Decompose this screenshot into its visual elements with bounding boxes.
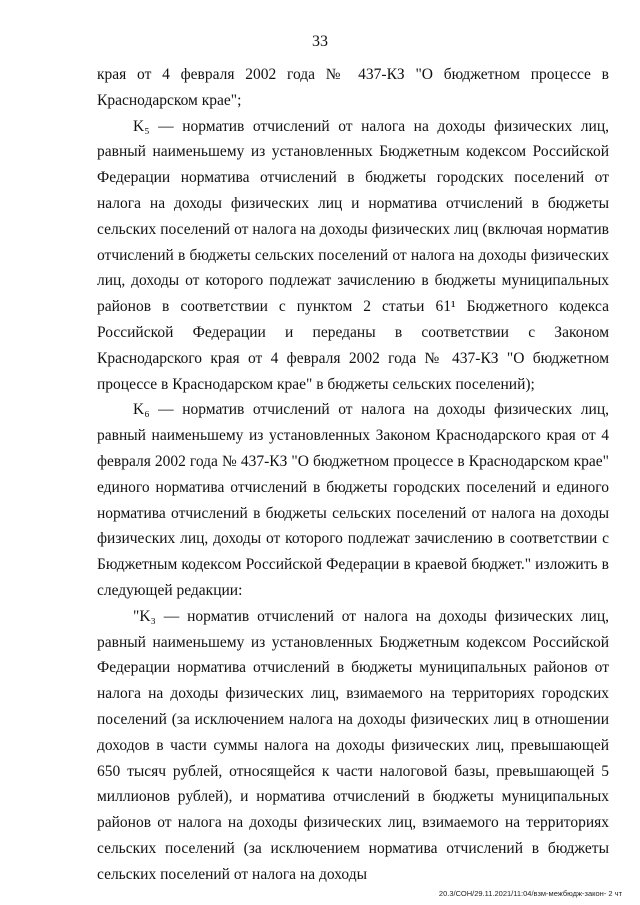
paragraph-k6: K₆ — норматив отчислений от налога на доходы физических лиц, равный наименьшему из установленных Законом Краснодарского края от 4 февраля 2002 года № 437-КЗ "О бюджетном процессе в Краснодарском крае" единого норматива отчислений в бюджеты городских поселений и единого норматива отчислений в бюджеты сельских поселений от налога на доходы физических лиц, доходы от которого подлежат зачислению в соответствии с Бюджетным кодексом Российской Федерации в краевой бюджет." изложить в следующей редакции: — [97, 401, 609, 599]
paragraph-k5: K₅ — норматив отчислений от налога на доходы физических лиц, равный наименьшему из установленных Бюджетным кодексом Российской Федерации норматива отчислений в бюджеты городских поселений от налога на доходы физических лиц и норматива отчислений в бюджеты сельских поселений от налога на доходы физических лиц (включая норматив отчислений в бюджеты сельских поселений от налога на доходы физических лиц, доходы от которого подлежат зачислению в бюджеты муниципальных районов в соответствии с пунктом 2 статьи 61¹ Бюджетного кодекса Российской Федерации и переданы в соответствии с Законом Краснодарского края от 4 февраля 2002 года № 437-КЗ "О бюджетном процессе в Краснодарском крае" в бюджеты сельских поселений); — [97, 117, 609, 393]
paragraph-k3: "K₃ — норматив отчислений от налога на доходы физических лиц, равный наименьшему из установленных Бюджетным кодексом Российской Федерации норматива отчислений в бюджеты муниципальных районов от налога на доходы физических лиц, взимаемого на территориях городских поселений (за исключением налога на доходы физических лиц в отношении доходов в части суммы налога на доходы физических лиц, превышающей 650 тысяч рублей, относящейся к части налоговой базы, превышающей 5 миллионов рублей), и норматива отчислений в бюджеты муниципальных районов от налога на доходы физических лиц, взимаемого на территориях сельских поселений (за исключением норматива отчислений в бюджеты сельских поселений от налога на доходы — [97, 607, 609, 883]
body-text — [97, 62, 609, 888]
footer-code: 20.3/СОН/29.11.2021/11:04/взм-межбюдж-закон- 2 чт — [438, 889, 622, 898]
page-number: 33 — [312, 33, 328, 50]
paragraph-continuation: края от 4 февраля 2002 года № 437-КЗ "О бюджетном процессе в Краснодарском крае"; — [97, 66, 609, 109]
